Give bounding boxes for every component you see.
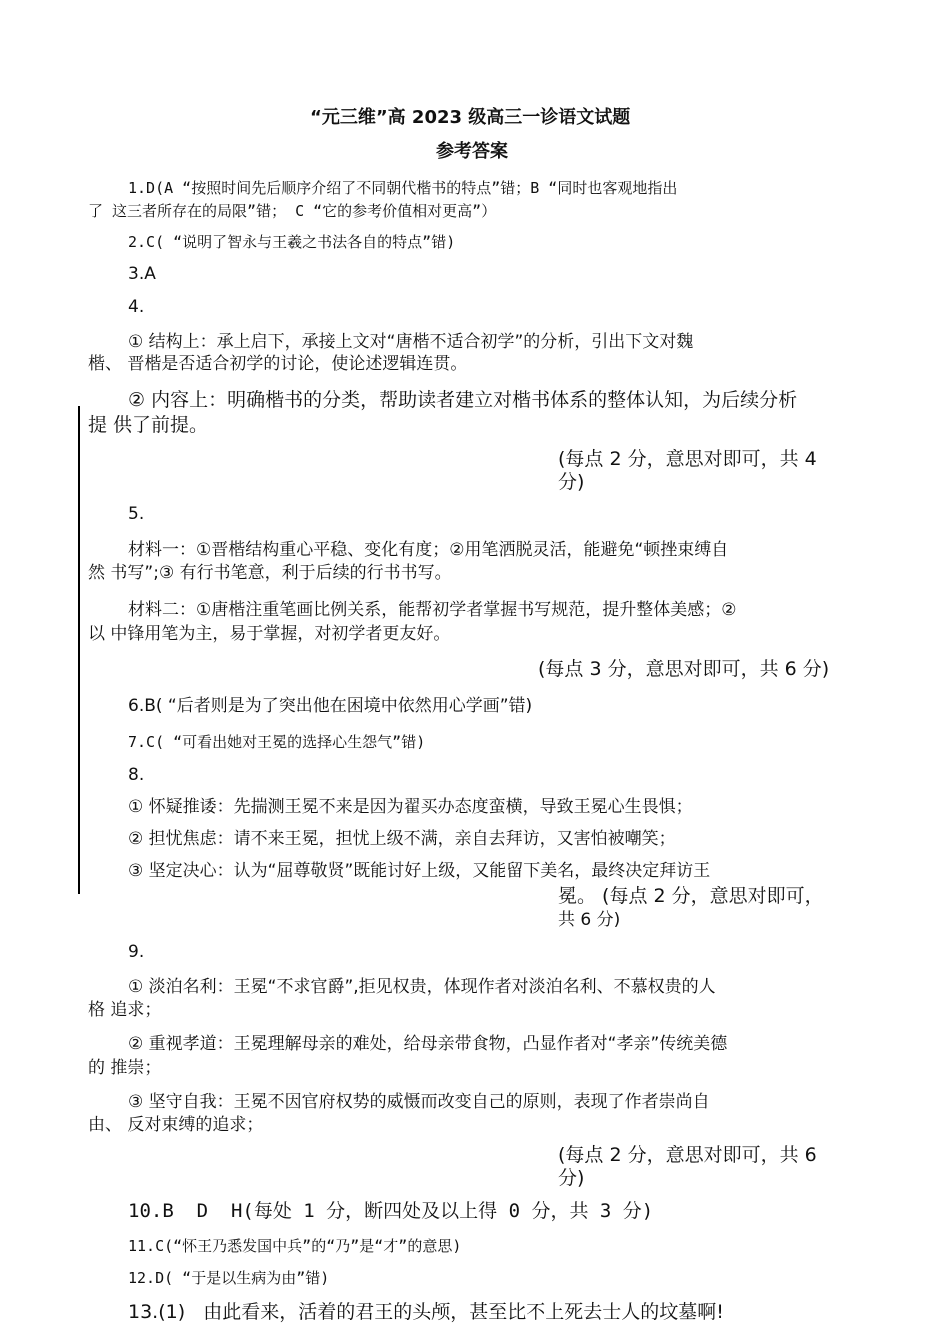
answer-9-point-3-cont: 由、 反对束缚的追求； <box>88 1115 264 1135</box>
answer-9-point-1: ① 淡泊名利：王冕“不求官爵”,拒见权贵，体现作者对淡泊名利、不慕权贵的人 <box>128 977 716 997</box>
answer-11: 11.C(“怀王乃悉发国中兵”的“乃”是“才”的意思) <box>128 1237 462 1255</box>
answer-9: 9. <box>128 942 145 962</box>
answer-5: 5. <box>128 504 145 524</box>
answer-4-score-cont: 分) <box>558 471 585 493</box>
answer-5-material-2: 材料二：①唐楷注重笔画比例关系，能帮初学者掌握书写规范，提升整体美感；② <box>128 600 737 620</box>
answer-13: 13.(1) 由此看来，活着的君王的头颅，甚至比不上死去士人的坟墓啊! <box>128 1301 724 1323</box>
answer-5-score: (每点 3 分，意思对即可，共 6 分) <box>538 658 830 680</box>
answer-4-score: (每点 2 分，意思对即可，共 4 <box>558 448 817 470</box>
page-subtitle: 参考答案 <box>436 141 508 162</box>
answer-5-material-2-cont: 以 中锋用笔为主，易于掌握，对初学者更友好。 <box>88 624 451 644</box>
answer-4: 4. <box>128 297 145 317</box>
answer-9-point-3: ③ 坚守自我：王冕不因官府权势的威慑而改变自己的原则，表现了作者崇尚自 <box>128 1092 710 1112</box>
answer-1-cont: 了 这三者所存在的局限”错； C “它的参考价值相对更高”） <box>88 202 497 220</box>
answer-9-point-2-cont: 的 推崇； <box>88 1058 162 1078</box>
answer-8-point-1: ① 怀疑推诿：先揣测王冕不来是因为翟买办态度蛮横，导致王冕心生畏惧； <box>128 797 693 817</box>
answer-1: 1.D(A “按照时间先后顺序介绍了不同朝代楷书的特点”错；B “同时也客观地指出 <box>128 179 678 197</box>
answer-7: 7.C( “可看出她对王冕的选择心生怨气”错) <box>128 733 426 751</box>
answer-6: 6.B( “后者则是为了突出他在困境中依然用心学画”错) <box>128 696 533 716</box>
answer-8-point-2: ② 担忧焦虑：请不来王冕，担忧上级不满，亲自去拜访，又害怕被嘲笑； <box>128 829 676 849</box>
page-title: “元三维”高 2023 级高三一诊语文试题 <box>310 107 631 128</box>
answer-8-point-3: ③ 坚定决心：认为“屈尊敬贤”既能讨好上级，又能留下美名，最终决定拜访王 <box>128 861 711 881</box>
answer-8-score-cont: 共 6 分) <box>558 910 621 930</box>
margin-bar <box>78 406 80 894</box>
answer-12: 12.D( “于是以生病为由”错) <box>128 1269 330 1287</box>
answer-3: 3.A <box>128 264 156 284</box>
answer-10: 10.B D H(每处 1 分，断四处及以上得 0 分，共 3 分) <box>128 1200 654 1222</box>
answer-9-score-cont: 分) <box>558 1167 585 1189</box>
answer-5-material-1-cont: 然 书写”;③ 有行书笔意，利于后续的行书书写。 <box>88 563 452 583</box>
answer-8: 8. <box>128 765 145 785</box>
answer-4-point-2-cont: 提 供了前提。 <box>88 414 209 436</box>
answer-2: 2.C( “说明了智永与王羲之书法各自的特点”错) <box>128 233 456 251</box>
answer-4-point-1-cont: 楷、 晋楷是否适合初学的讨论，使论述逻辑连贯。 <box>88 354 468 374</box>
answer-8-point-3-cont: 冕。 (每点 2 分，意思对即可， <box>558 885 824 907</box>
answer-4-point-1: ① 结构上：承上启下，承接上文对“唐楷不适合初学”的分析，引出下文对魏 <box>128 332 694 352</box>
answer-5-material-1: 材料一：①晋楷结构重心平稳、变化有度；②用笔洒脱灵活，能避免“顿挫束缚自 <box>128 540 729 560</box>
answer-4-point-2: ② 内容上：明确楷书的分类，帮助读者建立对楷书体系的整体认知，为后续分析 <box>128 389 798 411</box>
answer-9-point-1-cont: 格 追求； <box>88 1000 162 1020</box>
answer-9-point-2: ② 重视孝道：王冕理解母亲的难处，给母亲带食物，凸显作者对“孝亲”传统美德 <box>128 1034 728 1054</box>
answer-9-score: (每点 2 分，意思对即可，共 6 <box>558 1144 817 1166</box>
